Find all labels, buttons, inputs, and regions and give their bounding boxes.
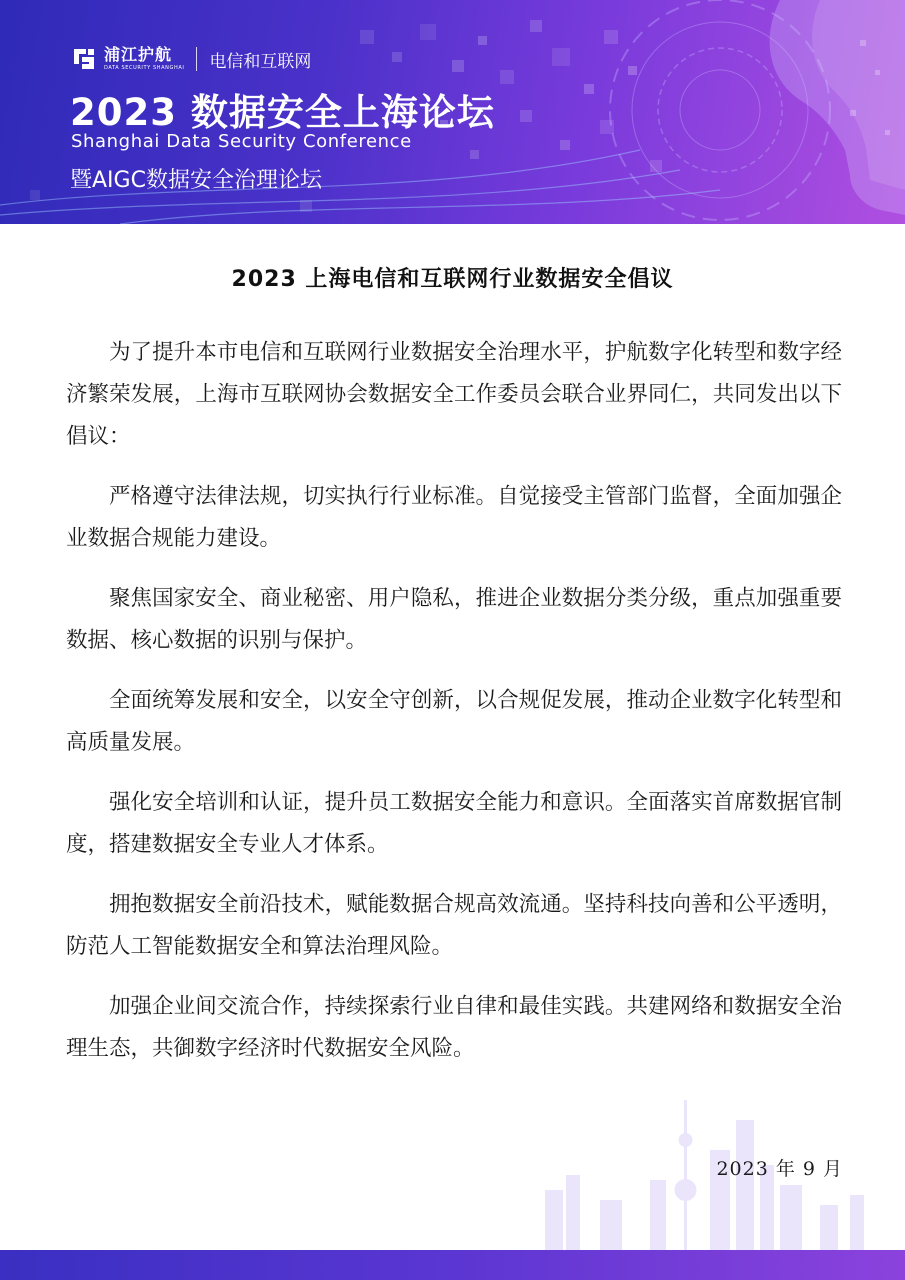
document-date: 2023 年 9 月: [716, 1158, 843, 1180]
banner-english-subtitle: Shanghai Data Security Conference: [71, 131, 412, 152]
logo-divider: [196, 47, 197, 71]
paragraph-intro: 为了提升本市电信和互联网行业数据安全治理水平，护航数字化转型和数字经济繁荣发展，上海市互联网协会数据安全工作委员会联合业界同仁，共同发出以下倡议：: [66, 340, 842, 449]
banner-subtitle: 暨AIGC数据安全治理论坛: [70, 168, 322, 193]
document-title: 2023 上海电信和互联网行业数据安全倡议: [231, 267, 674, 292]
footer-bar: [0, 1250, 905, 1280]
paragraph-initiative-2: 聚焦国家安全、商业秘密、用户隐私，推进企业数据分类分级，重点加强重要数据、核心数据的识别与保护。: [66, 586, 842, 653]
paragraph-initiative-3: 全面统筹发展和安全，以安全守创新，以合规促发展，推动企业数字化转型和高质量发展。: [66, 688, 842, 755]
logo-row: [70, 44, 311, 74]
paragraph-initiative-4: 强化安全培训和认证，提升员工数据安全能力和意识。全面落实首席数据官制度，搭建数据安全专业人才体系。: [66, 790, 842, 857]
logo-subtitle: DATA SECURITY SHANGHAI: [104, 65, 185, 71]
logo-name: 浦江护航: [104, 45, 173, 64]
paragraph-initiative-1: 严格遵守法律法规，切实执行行业标准。自觉接受主管部门监督，全面加强企业数据合规能力建设。: [66, 484, 842, 551]
paragraph-initiative-5: 拥抱数据安全前沿技术，赋能数据合规高效流通。坚持科技向善和公平透明，防范人工智能数据安全和算法治理风险。: [66, 892, 842, 959]
document-body: [66, 332, 842, 1088]
paragraph-initiative-6: 加强企业间交流合作，持续探索行业自律和最佳实践。共建网络和数据安全治理生态，共御数字经济时代数据安全风险。: [66, 994, 842, 1061]
shield-logo-icon: [70, 45, 98, 73]
partner-name: 电信和互联网: [209, 51, 312, 72]
banner-title: 2023 数据安全上海论坛: [70, 91, 495, 134]
header-banner: [0, 0, 905, 224]
